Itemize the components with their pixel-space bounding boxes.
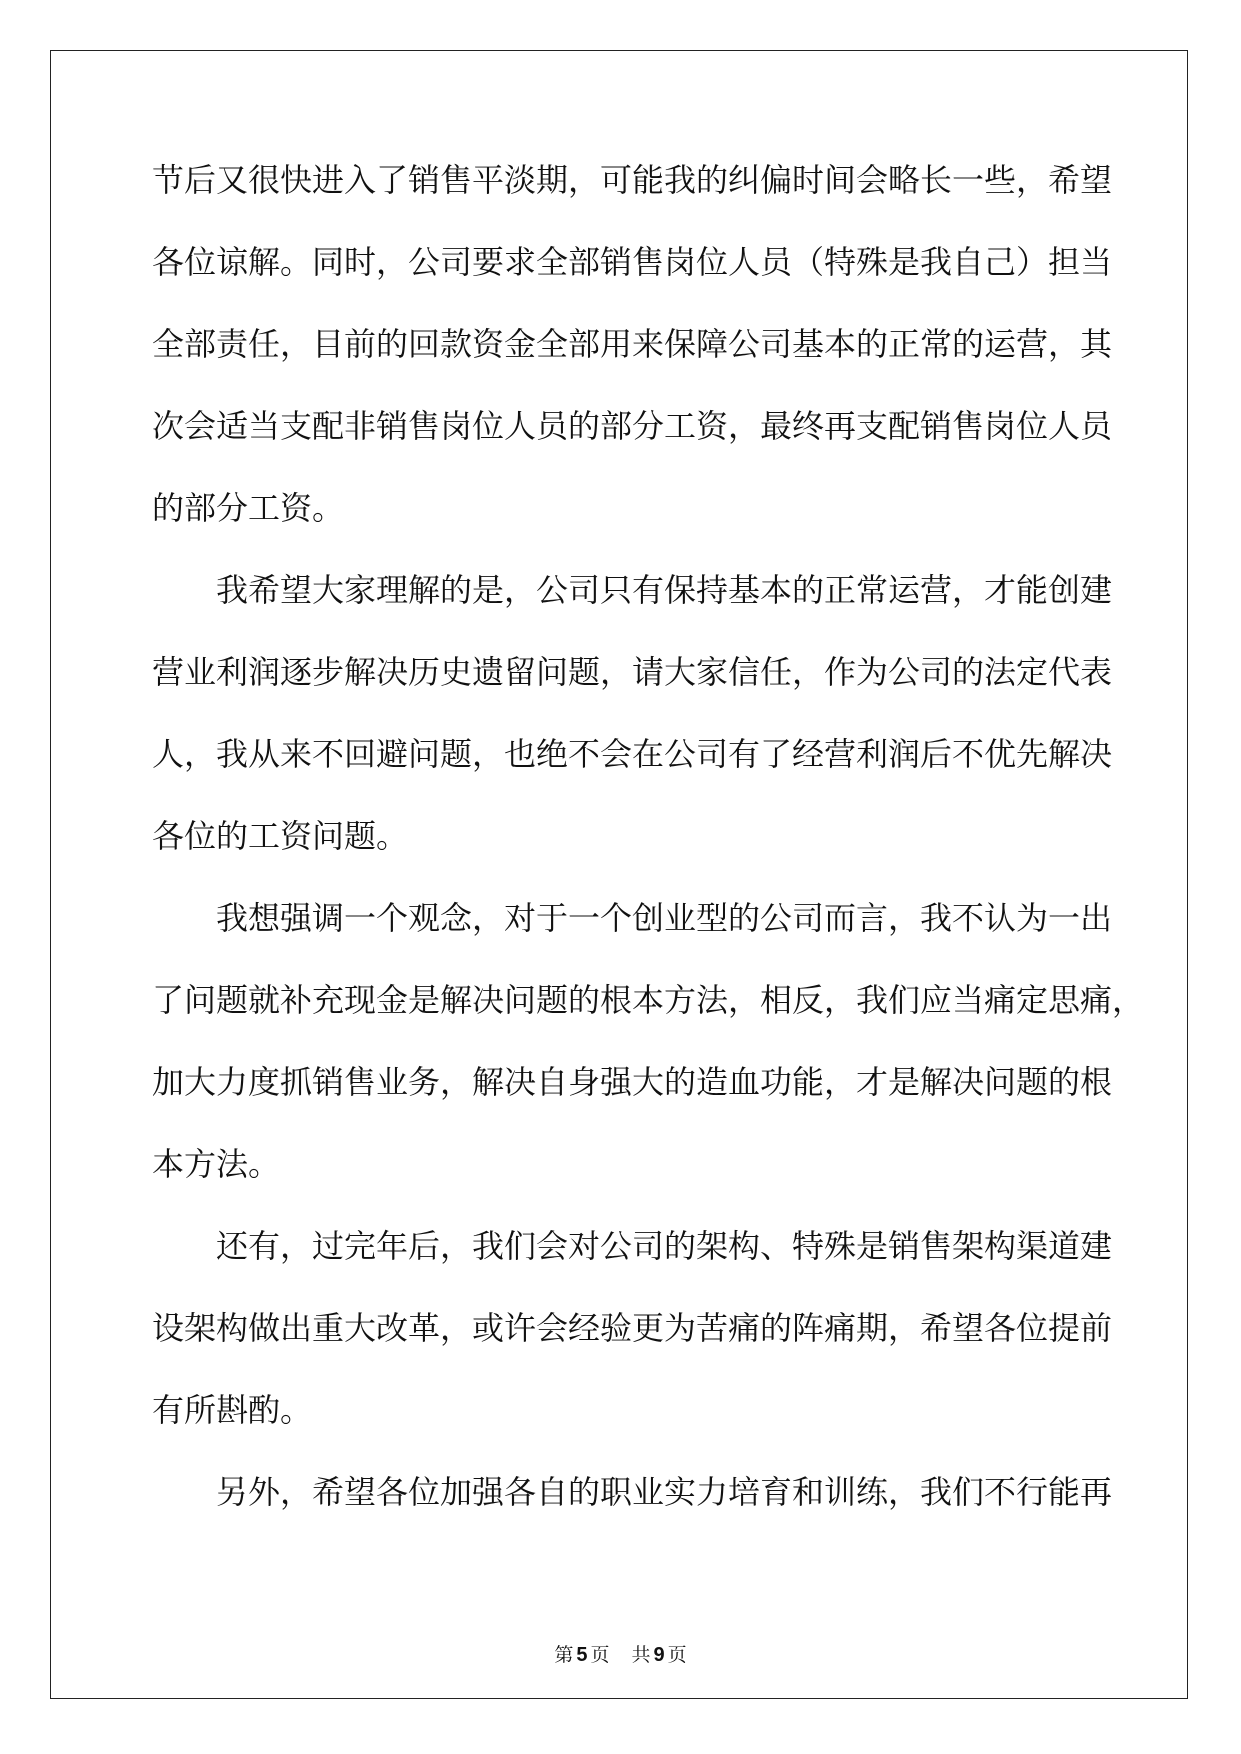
paragraph-first-line: 我希望大家理解的是，公司只有保持基本的正常运营，才能创建 — [216, 571, 1113, 609]
page-footer — [0, 1640, 1241, 1667]
total-prefix: 共 — [631, 1644, 651, 1666]
document-body — [152, 161, 1145, 1558]
page-number: 5 — [576, 1644, 588, 1666]
text-line: 本方法。 — [152, 1145, 281, 1183]
text-line: 了问题就补充现金是解决问题的根本方法，相反，我们应当痛定思痛， — [152, 981, 1145, 1019]
text-line: 全部责任，目前的回款资金全部用来保障公司基本的正常的运营，其 — [152, 325, 1113, 363]
paragraph-first-line: 另外，希望各位加强各自的职业实力培育和训练，我们不行能再 — [216, 1473, 1113, 1511]
page-suffix: 页 — [590, 1644, 610, 1666]
text-line: 加大力度抓销售业务，解决自身强大的造血功能，才是解决问题的根 — [152, 1063, 1113, 1101]
text-line: 营业利润逐步解决历史遗留问题，请大家信任，作为公司的法定代表 — [152, 653, 1113, 691]
paragraph-first-line: 还有，过完年后，我们会对公司的架构、特殊是销售架构渠道建 — [216, 1227, 1113, 1265]
text-line: 的部分工资。 — [152, 489, 345, 527]
total-suffix: 页 — [667, 1644, 687, 1666]
text-line: 各位谅解。同时，公司要求全部销售岗位人员（特殊是我自己）担当 — [152, 243, 1113, 281]
text-line: 次会适当支配非销售岗位人员的部分工资，最终再支配销售岗位人员 — [152, 407, 1113, 445]
text-line: 节后又很快进入了销售平淡期，可能我的纠偏时间会略长一些，希望 — [152, 161, 1113, 199]
total-pages: 9 — [653, 1644, 665, 1666]
paragraph-first-line: 我想强调一个观念，对于一个创业型的公司而言，我不认为一出 — [216, 899, 1113, 937]
text-line: 设架构做出重大改革，或许会经验更为苦痛的阵痛期，希望各位提前 — [152, 1309, 1113, 1347]
text-line: 有所斟酌。 — [152, 1391, 313, 1429]
page-prefix: 第 — [554, 1644, 574, 1666]
text-line: 各位的工资问题。 — [152, 817, 409, 855]
text-line: 人，我从来不回避问题，也绝不会在公司有了经营利润后不优先解决 — [152, 735, 1113, 773]
